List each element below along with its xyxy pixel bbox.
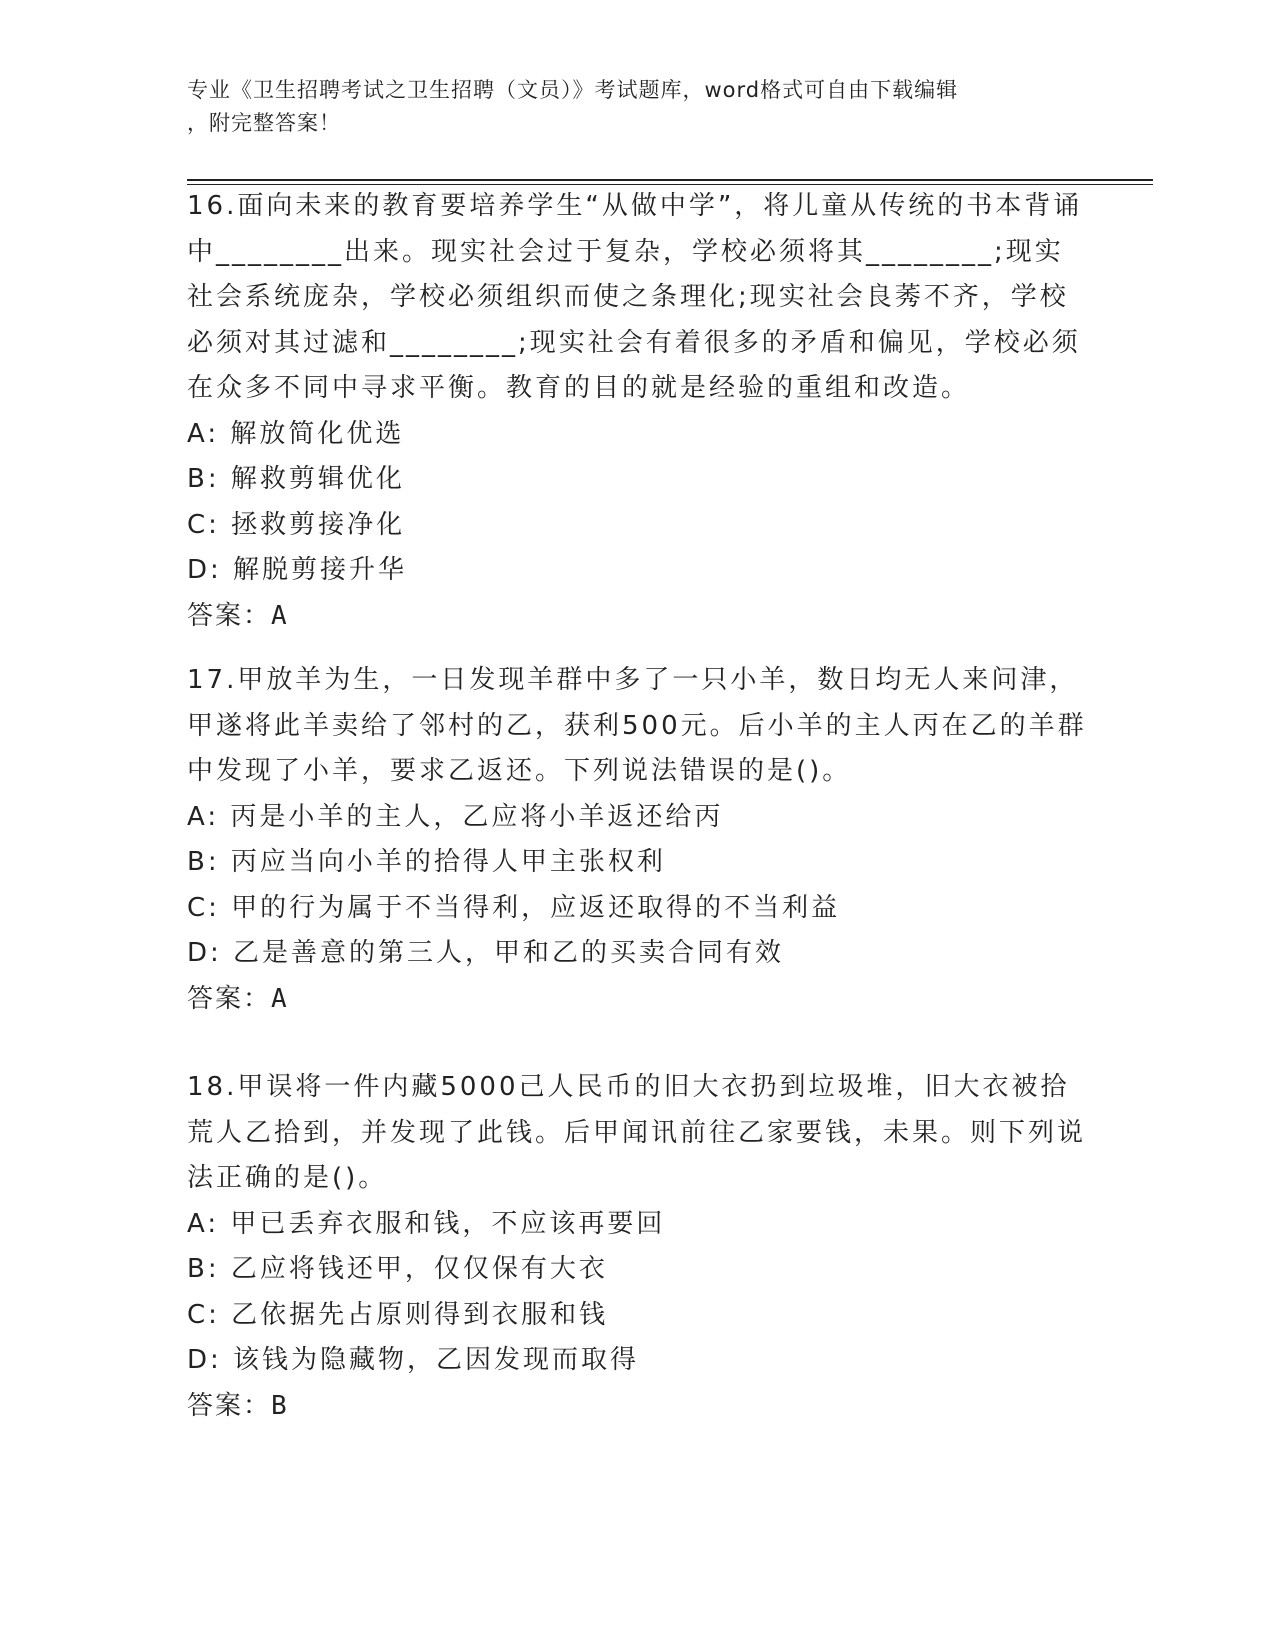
option-a: A: 甲已丢弃衣服和钱，不应该再要回 bbox=[187, 1208, 666, 1239]
option-d: D: 解脱剪接升华 bbox=[187, 555, 408, 585]
option-a: A: 丙是小羊的主人，乙应将小羊返还给丙 bbox=[187, 801, 724, 832]
question-17 bbox=[187, 658, 1087, 1022]
option-d: D: 乙是善意的第三人，甲和乙的买卖合同有效 bbox=[187, 938, 785, 968]
answer-label: 答案： bbox=[187, 983, 272, 1014]
header-rule-thick bbox=[187, 179, 1153, 181]
answer-label: 答案： bbox=[187, 600, 272, 631]
question-stem: 18.甲误将一件内藏5000己人民币的旧大衣扔到垃圾堆，旧大衣被拾荒人乙拾到，并发现了此钱。后甲闻讯前往乙家要钱，未果。则下列说法正确的是()。 bbox=[187, 1072, 1087, 1193]
question-stem: 17.甲放羊为生，一日发现羊群中多了一只小羊，数日均无人来问津，甲遂将此羊卖给了邻村的乙，获利500元。后小羊的主人丙在乙的羊群中发现了小羊，要求乙返还。下列说法错误的是()。 bbox=[187, 665, 1087, 786]
header-line-2: ，附完整答案！ bbox=[187, 111, 341, 135]
option-d: D: 该钱为隐藏物，乙因发现而取得 bbox=[187, 1345, 640, 1375]
header-line-1: 专业《卫生招聘考试之卫生招聘（文员）》考试题库，word格式可自由下载编辑 bbox=[187, 78, 959, 102]
option-b: B: 乙应将钱还甲，仅仅保有大衣 bbox=[187, 1254, 608, 1284]
answer-line bbox=[187, 1384, 1087, 1430]
answer-value: B bbox=[271, 1390, 289, 1421]
option-c: C: 拯救剪接净化 bbox=[187, 509, 406, 540]
option-b: B: 丙应当向小羊的拾得人甲主张权利 bbox=[187, 847, 666, 877]
document-header bbox=[187, 74, 1067, 140]
question-stem: 16.面向未来的教育要培养学生“从做中学”，将儿童从传统的书本背诵中________出来。现实社会过于复杂，学校必须将其________;现实社会系统庞杂，学校必须组织而使之条理化;现实社会良莠不齐，学校必须对其过滤和________;现实社会有着很多的矛盾和偏见，学校必须在众多不同中寻求平衡。教育的目的就是经验的重组和改造。 bbox=[187, 191, 1083, 403]
question-18 bbox=[187, 1065, 1087, 1429]
answer-label: 答案： bbox=[187, 1390, 272, 1421]
answer-value: A bbox=[271, 600, 289, 631]
option-c: C: 甲的行为属于不当得利，应返还取得的不当利益 bbox=[187, 892, 841, 923]
option-b: B: 解救剪辑优化 bbox=[187, 464, 405, 494]
answer-line bbox=[187, 594, 1087, 640]
answer-value: A bbox=[271, 983, 289, 1014]
option-a: A: 解放简化优选 bbox=[187, 418, 405, 449]
question-16 bbox=[187, 184, 1087, 639]
answer-line bbox=[187, 977, 1087, 1023]
option-c: C: 乙依据先占原则得到衣服和钱 bbox=[187, 1299, 609, 1330]
